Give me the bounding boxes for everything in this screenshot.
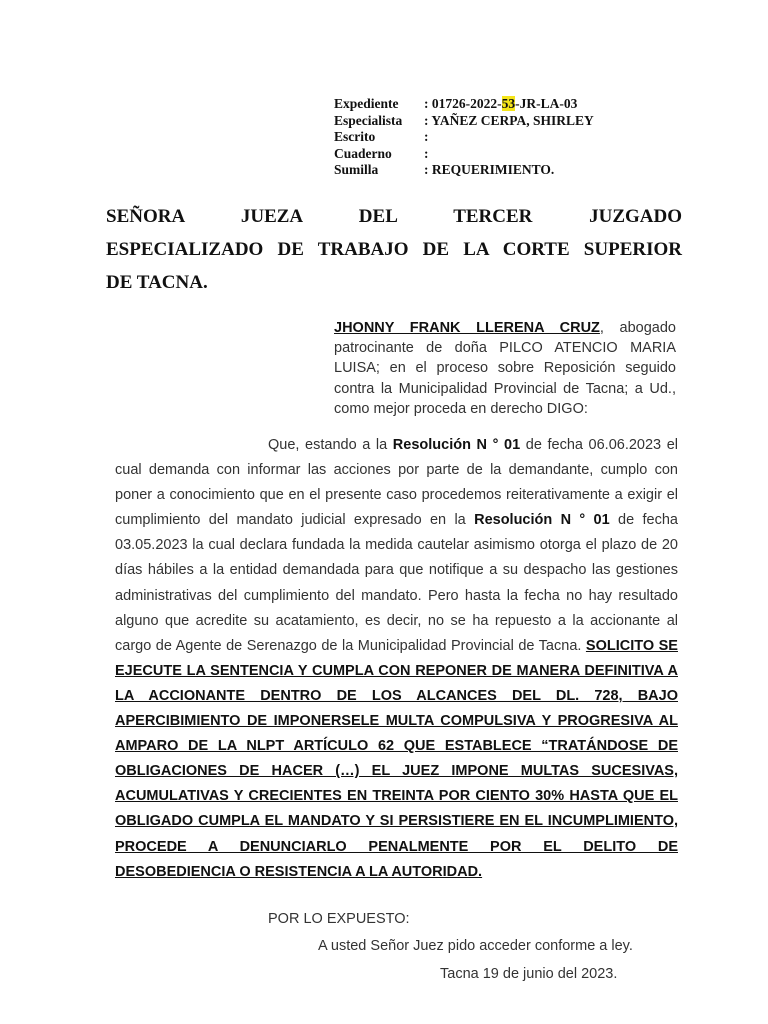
especialista-row bbox=[334, 113, 594, 130]
expediente-row bbox=[334, 96, 594, 113]
closing-request: A usted Señor Juez pido acceder conforme a ley. bbox=[318, 938, 633, 954]
body-text-end: de fecha 03.05.2023 la cual declara fundada la medida cautelar asimismo otorga el plazo de 20 días hábiles a la entidad demandada para que notifique a su despacho las gestiones administrativas del cumplimiento del mandato. Pero hasta la fecha no hay resultado alguno que acredite su acatamiento, es decir, no se ha repuesto a la accionante al cargo de Agente de Serenazgo de la Municipalidad Provincial de Tacna. bbox=[115, 512, 678, 654]
escrito-row bbox=[334, 129, 594, 146]
cuaderno-row bbox=[334, 146, 594, 163]
document-date: Tacna 19 de junio del 2023. bbox=[440, 966, 618, 982]
expediente-value: : 01726-2022-53-JR-LA-03 bbox=[424, 96, 578, 111]
body-text-middle: de fecha 06.06.2023 el cual demanda con informar las acciones por parte de la demandante, cumplo con poner a conocimiento que en el presente caso procedemos reiterativamente a exigir el cumplimiento del mandato judicial expresado en la bbox=[115, 437, 679, 529]
addressee-line-2: ESPECIALIZADO DE TRABAJO DE LA CORTE SUPERIOR bbox=[106, 239, 682, 260]
lawyer-name: JHONNY FRANK LLERENA CRUZ bbox=[334, 320, 600, 336]
por-lo-expuesto: POR LO EXPUESTO: bbox=[268, 911, 410, 927]
sumilla-value: : REQUERIMIENTO. bbox=[424, 162, 555, 177]
escrito-label: Escrito bbox=[334, 129, 376, 144]
addressee-heading bbox=[106, 200, 682, 299]
cuaderno-value: : bbox=[424, 145, 429, 161]
case-metadata bbox=[334, 96, 594, 179]
especialista-value: : YAÑEZ CERPA, SHIRLEY bbox=[424, 112, 594, 128]
intro-text: , abogado patrocinante de doña PILCO ATENCIO MARIA LUISA; en el proceso sobre Reposición seguido contra la Municipalidad Provincial de Tacna; a Ud., como mejor proceda en derecho DIGO: bbox=[334, 320, 676, 417]
demand-text: SOLICITO SE EJECUTE LA SENTENCIA Y CUMPLA CON REPONER DE MANERA DEFINITIVA A LA ACCIONANTE DENTRO DE LOS ALCANCES DEL DL. 728, BAJO APERCIBIMIENTO DE IMPONERSELE MULTA COMPULSIVA Y PROGRESIVA AL AMPARO DE LA NLPT ARTÍCULO 62 QUE ESTABLECE “TRATÁNDOSE DE OBLIGACIONES DE HACER (…) EL JUEZ IMPONE MULTAS SUCESIVAS, ACUMULATIVAS Y CRECIENTES EN TREINTA POR CIENTO 30% HASTA QUE EL OBLIGADO CUMPLA EL MANDATO Y SI PERSISTIERE EN EL INCUMPLIMIENTO, PROCEDE A DENUNCIARLO PENALMENTE POR EL DELITO DE DESOBEDIENCIA O RESISTENCIA A LA AUTORIDAD. bbox=[115, 637, 678, 880]
addressee-line-1: SEÑORA JUEZA DEL TERCER JUZGADO bbox=[106, 206, 682, 227]
cuaderno-label: Cuaderno bbox=[334, 145, 392, 161]
body-paragraph bbox=[115, 433, 678, 885]
sumilla-label: Sumilla bbox=[334, 162, 379, 177]
especialista-label: Especialista bbox=[334, 112, 403, 128]
intro-paragraph bbox=[334, 318, 676, 419]
expediente-highlight: 53 bbox=[501, 96, 516, 111]
expediente-label: Expediente bbox=[334, 96, 399, 111]
body-text-start: Que, estando a la bbox=[268, 437, 393, 453]
resolution-reference-2: Resolución N ° 01 bbox=[474, 512, 610, 529]
sumilla-row bbox=[334, 162, 594, 179]
addressee-line-3: DE TACNA. bbox=[106, 272, 208, 293]
resolution-reference-1: Resolución N ° 01 bbox=[392, 437, 521, 453]
escrito-value: : bbox=[424, 129, 429, 144]
